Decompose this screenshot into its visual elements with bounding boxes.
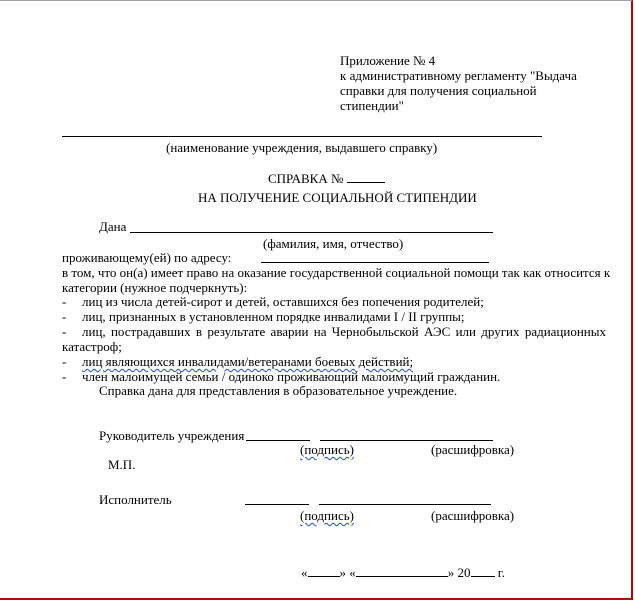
document-title bbox=[268, 171, 385, 186]
statement-line-1: в том, что он(а) имеет право на оказание государственной социальной помощи так как относится к bbox=[62, 265, 611, 280]
address-label: проживающему(ей) по адресу: bbox=[62, 250, 232, 265]
executor-signature-caption: (подпись) bbox=[300, 508, 354, 523]
certificate-number-field[interactable] bbox=[347, 182, 385, 183]
list-bullet: - bbox=[62, 294, 67, 309]
full-name-caption: (фамилия, имя, отчество) bbox=[263, 236, 404, 251]
statement-line-2: категории (нужное подчеркнуть): bbox=[62, 280, 248, 295]
institution-caption: (наименование учреждения, выдавшего справку) bbox=[166, 140, 438, 155]
category-chernobyl-line-1: лиц, пострадавших в результате аварии на Чернобыльской АЭС или других радиационных bbox=[82, 324, 606, 339]
date-open-quote: « bbox=[349, 565, 356, 580]
title-text: СПРАВКА № bbox=[268, 171, 344, 186]
category-disabled: лиц, признанных в установленном порядке инвалидами I / II группы; bbox=[82, 309, 465, 324]
category-orphans: лиц из числа детей-сирот и детей, оставшихся без попечения родителей; bbox=[82, 294, 484, 309]
date-close-quote: » bbox=[339, 565, 346, 580]
stamp-label: М.П. bbox=[108, 457, 136, 472]
head-decoding-field[interactable] bbox=[320, 440, 493, 441]
head-signature-caption: (подпись) bbox=[300, 442, 354, 457]
date-close-quote: » bbox=[447, 565, 455, 580]
document-subtitle: НА ПОЛУЧЕНИЕ СОЦИАЛЬНОЙ СТИПЕНДИИ bbox=[198, 190, 477, 205]
purpose-text: Справка дана для представления в образовательное учреждение. bbox=[99, 383, 458, 398]
date-open-quote: « bbox=[301, 565, 308, 580]
list-bullet: - bbox=[62, 369, 67, 384]
date-line bbox=[301, 565, 505, 580]
annex-line-2: к административному регламенту "Выдача bbox=[340, 68, 577, 83]
list-bullet: - bbox=[62, 309, 67, 324]
annex-line-4: стипендии" bbox=[340, 98, 404, 113]
list-bullet: - bbox=[62, 324, 67, 339]
full-name-field[interactable] bbox=[130, 232, 493, 233]
day-field[interactable] bbox=[308, 576, 340, 577]
head-label: Руководитель учреждения bbox=[99, 428, 245, 443]
category-chernobyl-line-2: катастроф; bbox=[62, 339, 122, 354]
category-veterans: лиц являющихся инвалидами/ветеранами боевых действий; bbox=[82, 354, 414, 369]
head-signature-field[interactable] bbox=[246, 440, 310, 441]
head-decoding-caption: (расшифровка) bbox=[431, 442, 515, 457]
issued-to-label: Дана bbox=[99, 219, 127, 234]
year-prefix: 20 bbox=[457, 565, 471, 580]
executor-decoding-field[interactable] bbox=[319, 504, 491, 505]
institution-name-line[interactable] bbox=[62, 136, 542, 137]
address-field[interactable] bbox=[261, 262, 489, 263]
executor-label: Исполнитель bbox=[99, 492, 172, 507]
year-field[interactable] bbox=[471, 576, 495, 577]
month-field[interactable] bbox=[356, 576, 448, 577]
executor-signature-field[interactable] bbox=[245, 504, 309, 505]
annex-line-3: справки для получения социальной bbox=[340, 83, 537, 98]
annex-title: Приложение № 4 bbox=[340, 53, 436, 68]
executor-decoding-caption: (расшифровка) bbox=[431, 508, 515, 523]
category-low-income: член малоимущей семьи / одиноко проживающий малоимущий гражданин. bbox=[82, 369, 501, 384]
list-bullet: - bbox=[62, 354, 67, 369]
year-suffix: г. bbox=[497, 565, 505, 580]
